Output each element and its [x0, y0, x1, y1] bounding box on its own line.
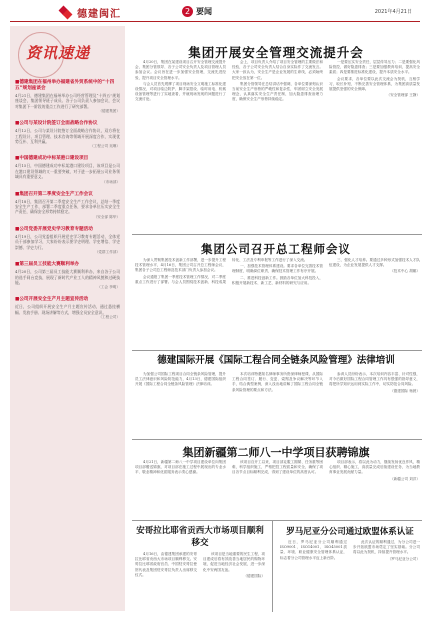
- masthead: [10, 3, 420, 22]
- article-source: （技术中心 胡娜）: [390, 269, 420, 274]
- article-body: [135, 460, 420, 518]
- brief-headline: ■公司党委开展党史学习教育专题活动: [15, 226, 93, 232]
- article-paragraph: 会上，项目负责人介绍了项目安全管理的主要做法和经验，各子公司安全负责人结合自身实际作了交流发言。大家一致认为，安全生产是企业发展的生命线，必须始终把安全放在第一位。: [232, 60, 323, 80]
- divider: [132, 350, 422, 351]
- divider: [132, 439, 422, 440]
- article-paragraph: 为加强公司国际工程项目合同全链条风险管理，提升员工法律意识和风险防范能力，4月13日，德建国际组织开展《国际工程合同全链条风险管理》法律培训。: [135, 372, 226, 387]
- article-source: （德建国际 杨晨）: [390, 388, 420, 393]
- article-body: [135, 372, 420, 437]
- article-paragraph: 二、推进科技创新工作。鼓励各单位加大科技投入，积极开展新技术、新工艺、新材料的研究与应用。: [232, 275, 323, 285]
- news-brief: [10, 156, 125, 184]
- news-brief: [10, 227, 125, 255]
- article-body: [135, 552, 265, 612]
- brief-source: （德建集团）: [98, 109, 120, 114]
- brief-body: 4月20日，公司第三届员工技能大赛顺利举办，来自各子公司的选手同台竞技，展现了新时代产业工人的精神风貌和过硬技能。: [15, 269, 120, 285]
- news-brief: [10, 80, 125, 114]
- article-paragraph: 该项目是当地重要的民生工程，项目建成后将有效改善当地居民的购物环境，促进当地经济社会发展，进一步深化中安两国友谊。: [203, 552, 265, 572]
- brief-headline: ■德建集团在福州举办福建省外贸系统中的“十四五”规划座谈会: [15, 80, 115, 91]
- article-paragraph: 4月16日，由德建集团承建的安哥拉比耶省贡西大市场项目顺利移交。安哥拉比耶省政府官员、中国驻安哥拉使馆代表及集团驻安哥拉负责人出席移交仪式。: [135, 552, 197, 577]
- article-paragraph: 会议要求，各单位要以此次交流会为契机，互相学习，取长补短，不断完善安全管理体系，为集团高质量发展提供坚强的安全保障。: [329, 76, 420, 92]
- briefs-list: [10, 80, 125, 320]
- brief-source: （工程公司）: [98, 315, 120, 320]
- briefs-banner: [10, 26, 125, 80]
- brief-headline: ■集团召开第二季度安全生产工作会议: [15, 191, 93, 197]
- news-briefs-column: [10, 26, 125, 611]
- divider: [132, 520, 422, 521]
- brief-body: 近日，公司组织开展安全生产月主题宣传活动，通过悬挂横幅、发放手册、现场讲解等方式，增强全员安全意识。: [15, 304, 120, 315]
- briefs-title: 资讯速递: [26, 44, 91, 62]
- article-source: （安全管理部 王静）: [386, 93, 420, 98]
- article-paragraph: 本次培训特邀知名律师事务所资深律师授课，从国际工程合同签订、履行、变更、索赔及争议解决等环节入手，结合典型案例，深入浅出地讲解了国际工程合同全链条风险管理的要点和方法。: [232, 372, 323, 392]
- article-paragraph: 该项目自开工以来，项目部克服工期紧、任务重等困难，科学组织施工，严格把控工程质量和安全，确保了项目各节点目标顺利完成，得到了建设单位的高度认可。: [232, 460, 323, 475]
- brief-body: 4月21日，德建集团在福州举办公司经营管理及“十四五”规划座谈会，集团领导班子成员、各子公司负责人参加会议，会议对集团下一阶段的重点工作进行了研究部署。: [15, 93, 120, 109]
- article-source: （新疆公司 刘洋）: [390, 476, 420, 481]
- brief-body: 4月15日，中国德建成功中标某港口建设项目，该项目是公司在港口建设领域的又一重要突破，对于进一步拓展公司业务领域具有重要意义。: [15, 163, 120, 180]
- article-paragraph: 为深入贯彻集团技术创新工作部署，进一步提升工程技术管理水平，4月16日，集团公司召开总工程师会议，集团各子公司总工程师及技术部门负责人参加会议。: [135, 258, 226, 273]
- article-body: [135, 258, 420, 348]
- brief-headline: ■第三届员工技能大赛顺利举办: [15, 262, 80, 268]
- brief-body: 4月19日，公司党委组织开展党史学习教育专题活动，全体党员干部参加学习，大家纷纷表示要学史明理、学史增信、学史崇德、学史力行。: [15, 233, 120, 250]
- brief-source: （党群工作部）: [94, 250, 120, 255]
- article-body: [280, 540, 420, 612]
- article-paragraph: 4月20日，集团在某建设项目召开安全管理交流提升会，集团分管领导、各子公司安全负责人及项目管理人员参加会议。会议旨在进一步加强安全管理，交流先进经验，提升项目安全管理水平。: [135, 60, 226, 80]
- article-body: [135, 60, 420, 230]
- brief-body: 4月18日，集团召开第二季度安全生产工作会议，总结一季度安全生产工作，部署二季度重点任务，要求各单位压实安全生产责任，确保安全形势持续稳定。: [15, 198, 120, 215]
- article-paragraph: 此次认证的顺利通过，为分公司进一步开拓欧盟市场奠定了坚实基础。分公司将以此为契机，持续提升管理水平。: [353, 540, 420, 555]
- article-headline: 集团开展安全管理交流提升会: [188, 45, 364, 60]
- brief-headline: ■公司与某设计院签订全面战略合作协议: [15, 121, 98, 127]
- news-brief: [10, 192, 125, 220]
- article-paragraph: 4月21日，新疆第二师八一中学项目建设单位向集团项目部赠送锦旗，对项目部在施工过程中展现出的专业水平、敬业精神和优质服务表示衷心感谢。: [135, 460, 226, 475]
- article-paragraph: 会议通报了集团一季度技术管理工作情况，对二季度重点工作进行了部署。与会人员围绕技术创新、科技成果转化、工法及专利申报等工作进行了深入交流。: [135, 258, 308, 284]
- article-source: （德建国际）: [243, 573, 265, 578]
- column-divider: [272, 520, 273, 612]
- article-paragraph: 与会人员首先观摩了项目现场安全文明施工标准化建设情况，对项目临边防护、脚手架搭设、临时用电、机械设备管理等进行了实地查看，并就现场发现的问题进行了交流讨论。: [135, 81, 226, 102]
- brief-source: （工会 李明）: [97, 285, 120, 290]
- brief-headline: ■中国德建成功中标某港口建设项目: [15, 156, 89, 162]
- article-paragraph: 集团分管领导在总结讲话中强调，各单位要深刻认识当前安全生产形势的严峻性和复杂性，牢固树立安全发展理念，认真落实安全生产责任制，加大隐患排查治理力度，确保安全生产形势持续稳定。: [232, 81, 323, 102]
- logo: [60, 5, 121, 20]
- news-brief: [10, 121, 125, 149]
- article-headline: 集团公司召开总工程师会议: [201, 242, 351, 256]
- page-number: 2: [182, 6, 193, 17]
- issue-date: 2021年4月21日: [374, 9, 412, 15]
- article-paragraph: 一、加强技术管理体系建设。要求各单位完善技术管理制度，明确岗位职责，确保技术管理工作有序开展。: [232, 264, 323, 274]
- article-source: （罗马尼亚分公司）: [387, 556, 420, 561]
- article-headline: 罗马尼亚分公司通过欧盟体系认证: [286, 527, 414, 537]
- article-headline: 集团新疆第二师八一中学项目获聘锦旗: [182, 446, 370, 459]
- brief-source: （市场部）: [102, 179, 120, 184]
- logo-text: 德建闽汇: [77, 9, 121, 20]
- article-paragraph: 三、强化人才培养。要通过多种形式加强技术人才队伍建设，为企业发展提供人才支撑。: [329, 258, 420, 268]
- article-paragraph: 项目部表示，将以此为动力，继续发扬优良作风，精心组织、精心施工，高质量完成后续建设任务，为当地教育事业发展贡献力量。: [329, 460, 420, 475]
- news-brief: [10, 297, 125, 320]
- section-name: 要闻: [196, 7, 212, 16]
- brief-source: （工程公司 吴琳）: [90, 144, 120, 149]
- article-headline: 德建国际开展《国际工程合同全链条风险管理》法律培训: [157, 355, 395, 366]
- article-headline: 安哥拉比耶省贡西大市场项目顺利移交: [136, 526, 264, 548]
- brief-source: （安全部 陈华）: [93, 214, 120, 219]
- divider: [132, 234, 422, 235]
- article-paragraph: 参训人员纷纷表示，本次培训内容丰富、针对性强，对今后做好国际工程合同管理工作具有很强的指导意义，将把所学知识运用到实际工作中，切实防范合同风险。: [329, 372, 420, 387]
- article-paragraph: 近日，罗马尼亚分公司顺利通过ISO9001、ISO14001、ISO45001质量、环境、职业健康安全管理体系认证，标志着分公司管理水平迈上新台阶。: [280, 540, 347, 560]
- news-brief: [10, 262, 125, 290]
- brief-headline: ■公司开展安全生产月主题宣传活动: [15, 297, 89, 303]
- logo-icon: [60, 7, 72, 19]
- article-paragraph: 一是要压实安全责任，层层传导压力；二是要强化风险管控，做好隐患排查；三是要加强教育培训，提高安全素质；四是要推进标准化建设，提升本质安全水平。: [329, 60, 420, 75]
- brief-body: 4月12日，公司与某设计院签订全面战略合作协议，双方将在工程设计、项目管理、技术咨询等领域开展深度合作，实现优势互补、互利共赢。: [15, 128, 120, 145]
